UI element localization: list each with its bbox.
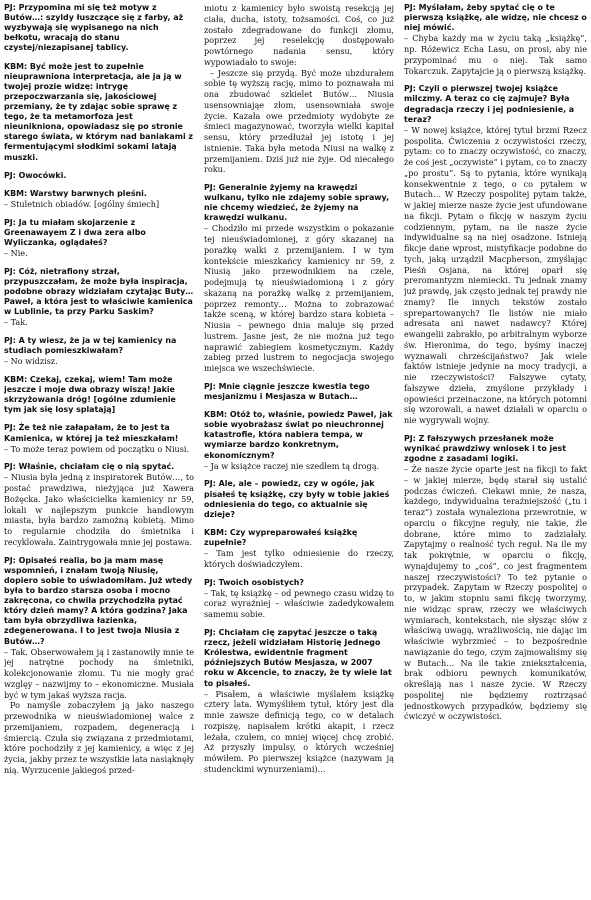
interview-question: PJ: Że też nie załapałam, że to jest ta Kamienica, w której ja też mieszkałam! (4, 423, 179, 443)
interview-answer: – Pisałem, a właściwie myślałem książkę cztery lata. Wymyśliłem tytuł, który jest dla mnie zawsze definicją tego, co w detalach rozpiszę, napisałem krótki akapit, i rzecz leżała, czułem, co mniej więcej chcę zrobić. Aż przyszły impulsy, o których wcześniej mówiłem. Po pierwszej książce (nazywam ją studenckimi wynurzeniami)… (204, 688, 394, 774)
interview-answer: miotu z kamienicy było swoistą resekcją jej ciała, ducha, istoty, tożsamości. Coś, co już zostało zdegradowane do funkcji złomu, poprzez jej reselekcję dostępowało powtórnego nadania sensu, który wypowiadało to swoje: (204, 3, 394, 67)
interview-block (4, 462, 194, 547)
interview-answer: – Jeszcze się przydą. Być może ubzdurałem sobie tę wyższą rację, mimo to poznawała mi ona zbudować szkielet Butów… Niusia usensowniająe złom, usensowniała swoje życie. Kazała owe przedmioty wydobyte ze śmieci magazynować, tworzyła wielki kapitał sensu, który przedłużał jej istotę i jej istnienie. Taka była metoda Niusi na walkę z przemijaniem. Dziś już nie żyje. Od niecałego roku. (204, 67, 394, 175)
interview-question: PJ: Przypomina mi się też motyw z Butów…: szyldy łuszczące się z farby, aż wyzbywają się wypisanego na nich bełkotu, wracają do stanu czystej/niezapisanej tablicy. (4, 3, 184, 53)
interview-answer: – Nie. (4, 247, 28, 258)
interview-block (4, 267, 194, 328)
interview-question: PJ: Twoich osobistych? (204, 577, 304, 587)
interview-block (204, 628, 394, 775)
interview-answer: – To może teraz powiem od początku o Niusi. (4, 443, 190, 454)
interview-block (404, 434, 587, 722)
interview-question: PJ: Opisałeś realia, bo ja mam masę wspomnień, i znałam twoją Niusię, dopiero sobie to uświadomiłam. Już wtedy była to bardzo starsza osoba i mocno zakręcona, co chwila przychodziła pytać który dzień mamy? A która godzina? Jaka tam była obrzydliwa łazienka, zdegenerowana. I to jest twoja Niusia z Butów…? (4, 555, 193, 646)
interview-block (204, 410, 394, 471)
interview-block (404, 84, 587, 425)
interview-answer: – No widzisz. (4, 356, 58, 367)
text-column-1 (4, 3, 194, 900)
interview-block (204, 479, 394, 519)
interview-answer: – Tak. (4, 317, 28, 328)
interview-block (404, 3, 587, 76)
interview-block (4, 375, 194, 415)
interview-block (4, 556, 194, 776)
interview-question: PJ: Ja tu miałam skojarzenie z Greenawayem Z i dwa zera albo Wyliczanka, oglądałeś? (4, 217, 146, 247)
interview-question: PJ: Właśnie, chciałam cię o nią spytać. (4, 462, 175, 472)
interview-question: PJ: Mnie ciągnie jeszcze kwestia tego mesjanizmu i Mesjasza w Butach… (204, 381, 370, 402)
interview-question: KBM: Czy wypreparowałeś książkę zupełnie? (204, 527, 358, 547)
interview-question: PJ: A ty wiesz, że ja w tej kamienicy na studiach pomieszkiwałam? (4, 335, 177, 356)
interview-answer: – Tak, tę książkę – od pewnego czasu widzę to coraz wyraźniej – właściwie zadedykowałem samemu sobie. (204, 587, 394, 620)
interview-block (204, 382, 394, 402)
interview-block (204, 183, 394, 374)
text-column-3 (404, 3, 587, 900)
interview-block (4, 218, 194, 259)
interview-question: PJ: Chciałam cię zapytać jeszcze o taką rzecz, jeżeli widziałam Historię Jednego Królestwa, ewidentnie fragment późniejszych Butów Mesjasza, w 2007 roku w Akcencie, to znaczy, że ty wiele lat to pisałeś. (204, 627, 392, 688)
interview-question: KBM: Czekaj, czekaj, wiem! Tam może jeszcze i moje dwa obrazy wiszą! Jakie skrzyżowania dróg! [ogólne zdumienie tym jak się losy splatają] (4, 374, 176, 415)
interview-block (204, 3, 394, 175)
interview-block (4, 189, 194, 210)
interview-answer: – Stuletnich obiadów. [ogólny śmiech] (4, 198, 160, 209)
interview-block (204, 528, 394, 570)
interview-block (4, 336, 194, 367)
interview-question: PJ: Ale, ale – powiedz, czy w ogóle, jak pisałeś tę książkę, czy były w tobie jakieś odniesienia do tego, co aktualnie się dzieje? (204, 479, 390, 519)
interview-answer: – Tam jest tylko odniesienie do rzeczy, których doświadczyłem. (204, 548, 394, 569)
interview-question: PJ: Myślałam, żeby spytać cię o te pierwszą książkę, ale widzę, nie chcesz o niej mówić. (404, 3, 587, 33)
interview-question: PJ: Generalnie żyjemy na krawędzi wulkanu, tylko nie zdajemy sobie sprawy, nie chcemy wiedzieć, że żyjemy na krawędzi wulkanu. (204, 183, 390, 223)
interview-answer: – Że nasze życie oparte jest na fikcji to fakt – w jakiej mierze, będę starał się ustalić podczas ćwiczeń. Ciekawi mnie, że nasza, każdego, indywidualna teraźniejszość („tu i teraz”) została wynaleziona przewrotnie, w oparciu o fikcyjne reguły, nie takie, źle dobrane, które mimo to zadziałały. Zapytajmy o realność tych reguł. Na ile my tak pokrętnie, w oparciu o fikcję, wynajdujemy to „coś”, co jest fragmentem naszej rzeczywistości? To też pytanie o przypadek. Zapytam w Rzeczy pospolitej o to, w jakim stopniu sami fikcję tworzymy, nie widząc spraw, rzeczy we właściwych wymiarach, kontekstach, nie słysząc słów z właściwą uwagą, wrażliwością, nie dając im właściwie wybrzmieć – to bezpośrednie nawiązanie do tego, czym zajmowaliśmy się w Butach… Na ile takie zniekształcenia, brak odbioru pewnych komunikatów, określają nas i nasze życie. W Rzeczy pospolitej nie będziemy roztrząsać jednostkowych przypadków, będziemy się ćwiczyć w oczywistości. (404, 464, 587, 722)
interview-block (4, 423, 194, 454)
interview-answer: – Chodziło mi przede wszystkim o pokazanie tej nieuświadomionej, z góry skazanej na porażkę walki z przemijaniem. I w tym kontekście mieszkańcy kamienicy nr 59, z Niusią jako przewodnikiem na czele, podejmują tę nieuświadomioną i z góry skazaną na porażkę walkę z przemijaniem, poprzez remonty… Można to zobrazować także sceną, w której bardzo stara kobieta – Niusia – pewnego dnia maluje się przed lustrem. Jasne jest, że nie można już tego naprawić zabiegiem kosmetycznym. Każdy zabieg przed lustrem to negocjacja swojego miejsca we wszechświecie. (204, 223, 394, 374)
interview-answer: – Niusia była jedną z inspiratorek Butów…, to postać prawdziwa, nieżyjąca już Xawera Bożęcka. Jako właścicielka kamienicy nr 59, lokali w najlepszym punkcie handlowym miasta, była bardzo zamożną kobietą. Mimo to regularnie chodziła do śmietnika i recyklowała. Zaintrygowała mnie jej postawa. (4, 472, 194, 547)
interview-block (4, 62, 194, 163)
interview-answer: – Ja w książce raczej nie szedłem tą drogą. (204, 460, 380, 471)
interview-question: PJ: Cóż, nietrafiony strzał, przypuszczałam, że może była inspiracja, podobne obrazy widziałam czytając Buty… Paweł, a która jest to właściwie kamienica w Lublinie, ta przy Parku Saskim? (4, 266, 194, 317)
interview-answer: – W nowej książce, której tytuł brzmi Rzecz pospolita. Ćwiczenia z oczywistości rzeczy, pytam: co to znaczy oczywistość, co znaczy, że coś jest „oczywiste” i pytam, co to znaczy „po prostu”. Są to pytania, które wynikają konsekwentnie z tego, o co pytałem w Butach… W Rzeczy pospolitej pytam także, w jakiej mierze nasze życie jest ufundowane na fikcji. Pytam o fikcję w naszym życiu codziennym, pytam, na ile nasze życie indywidualne są na niej osadzone. Istnieją fikcje dane wprost, mistyfikacje podobne do tych, jaką urządził Macpherson, zmyślając Pieśń Osjana, na której oparł się preromantyzm niemiecki. Tu jednak znamy już prawdę, jak często jednak tej prawdy nie znamy? Ile innych tekstów zostało sprepartowanych? Ile listów nie miało adresata ani nawet nadawcy? Której ewangelii zabrakło, po arbitralnym wyborze św. Hieronima, do tego, byśmy inaczej wyznawali chrześcijaństwo? Jak wiele faktów istnieje jedynie na mocy tradycji, a nie rzeczywistości? Fałszywe cytaty, fałszywe dzieła, zmyślone przykłady i opowieści przeinaczone, na których potomni się wzorowali, a nawet działali w oparciu o nie wygrywali wojny. (404, 124, 587, 426)
interview-question: KBM: Być może jest to zupełnie nieuprawniona interpretacja, ale ja ją w twojej prozie widzę: intrygę przepoczwarzania się, jakościowej przemiany, że ty zdając sobie sprawę z tego, że ta metamorfoza jest nieunikniona, opowiadasz się po stronie starego świata, w którym nad baniakami z fermentującymi słodkimi sokami latają muszki. (4, 61, 193, 162)
interview-answer: – Chyba każdy ma w życiu taką „książkę”, np. Różewicz Echa Lasu, on prosi, aby nie przypominać mu o niej. Tak samo Tokarczuk. Zapytajcie ją o pierwszą książkę. (404, 33, 587, 76)
interview-question: KBM: Warstwy barwnych pleśni. (4, 188, 147, 198)
interview-block (4, 3, 194, 54)
interview-question: PJ: Owocówki. (4, 170, 67, 180)
interview-question: PJ: Czyli o pierwszej twojej książce milczmy. A teraz co cię zajmuje? Była degradacja rzeczy i jej podniesienie, a teraz? (404, 84, 575, 124)
interview-answer: – Tak. Obserwowałem ją i zastanowiły mnie te jej natrętne pochody na śmietniki, kolekcjonowanie złomu. Tu nie mogły grać wzglęy – nazwijmy to – ekonomiczne. Musiała być w tym jakaś wyższa racja. (4, 646, 194, 700)
interview-block (204, 578, 394, 620)
interview-question: KBM: Otóż to, właśnie, powiedz Paweł, jak sobie wyobrażasz świat po nieuchronnej katastrofie, która nabiera tempa, w wymiarze bardzo konkretnym, ekonomicznym? (204, 410, 393, 460)
text-column-2 (204, 3, 394, 900)
interview-answer: Po namyśle zobaczyłem ją jako naszego przewodnika w nieuświadomionej walce z przemijaniem, rozpadem, degeneracją i śmiercią. Czuła się związana z przedmiotami, które pochodziły z jej kamienicy, a więc z jej życia, jakby przez te wszystkie lata nasiąknęły nią. Wyrzucenie jakiegoś przed- (4, 700, 194, 775)
interview-block (4, 171, 194, 181)
interview-question: PJ: Z fałszywych przesłanek może wynikać prawdziwy wniosek i to jest zgodne z zasadami logiki. (404, 433, 567, 463)
